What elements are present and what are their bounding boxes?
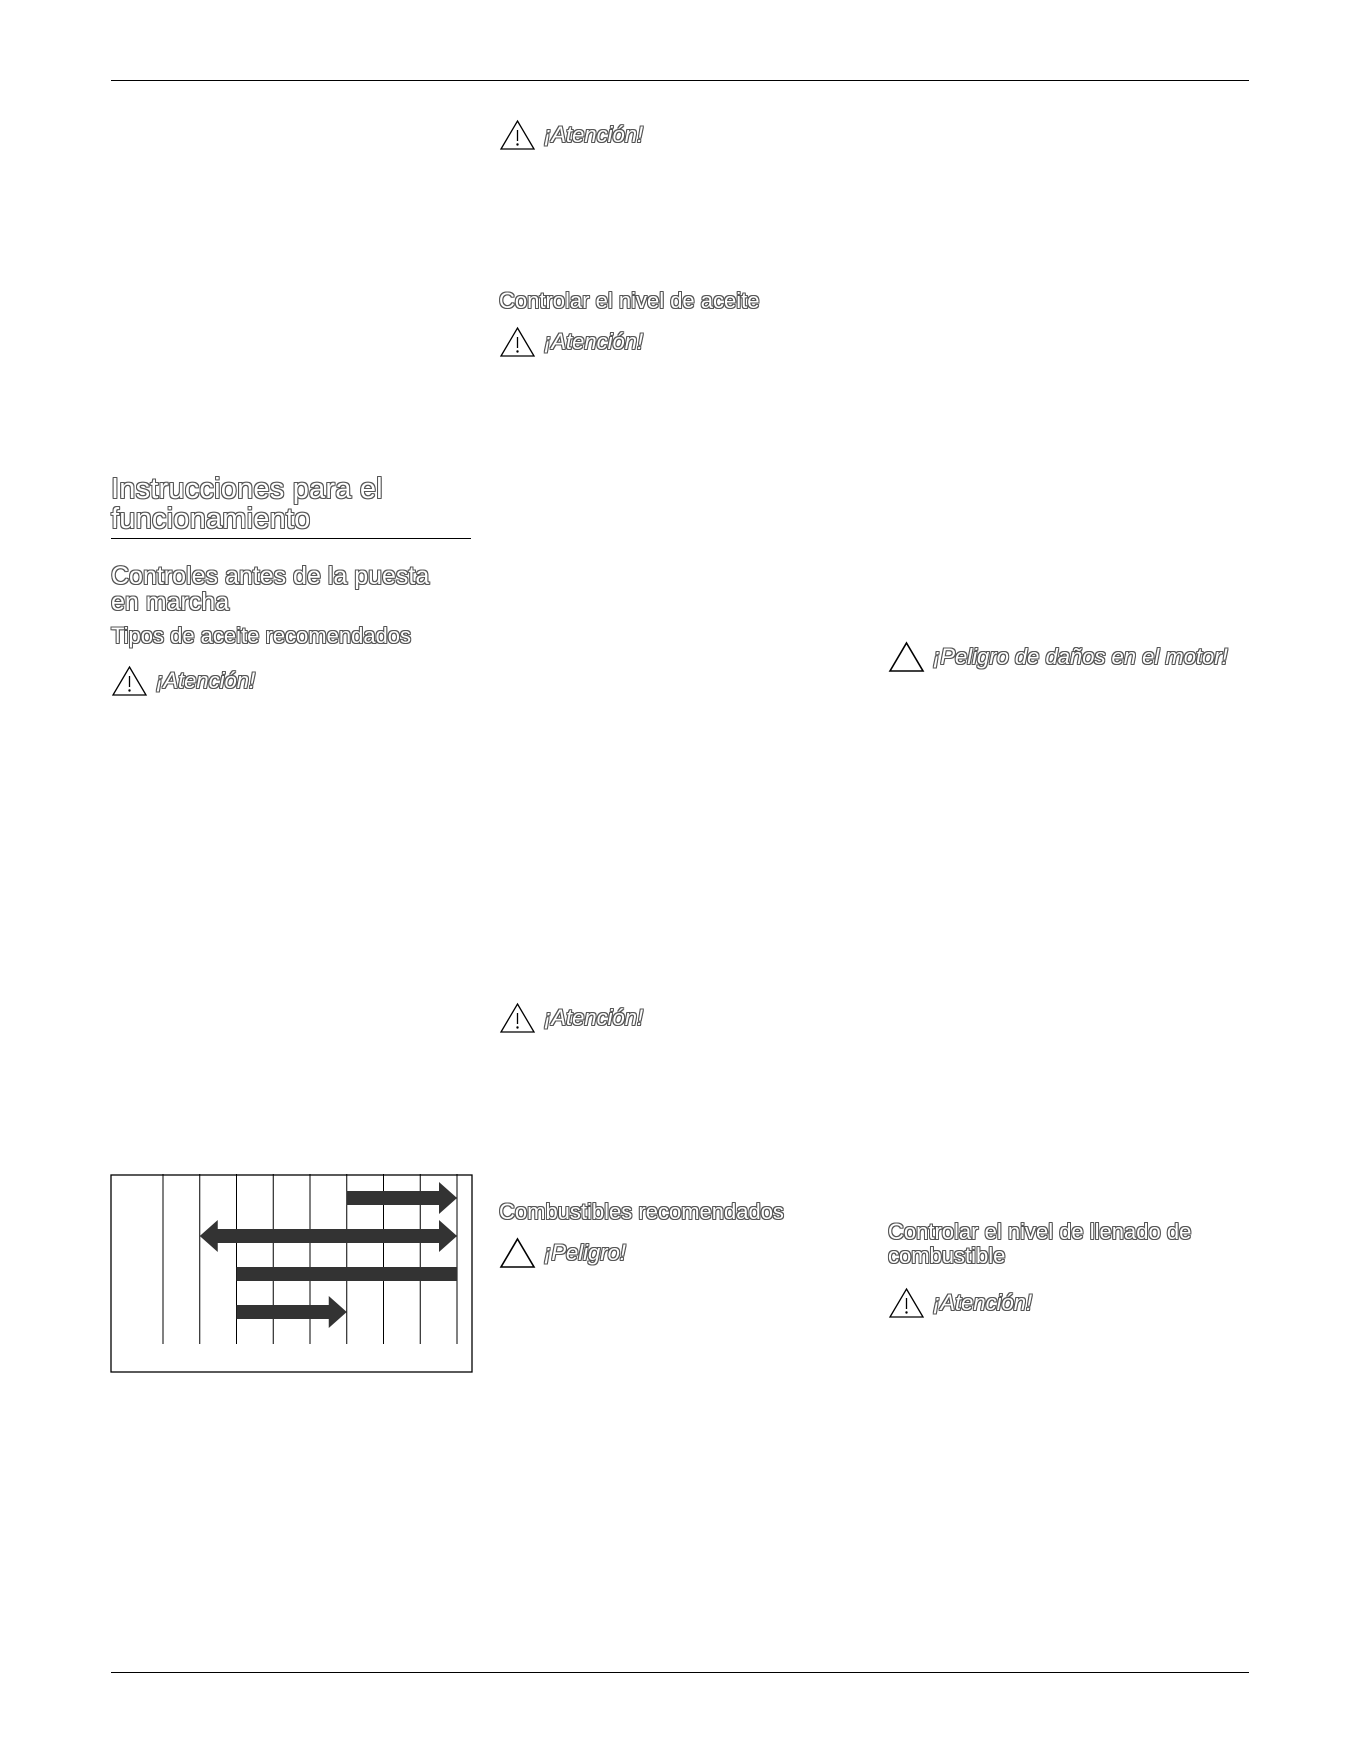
warning-left (111, 664, 255, 698)
warning-middle-top (499, 118, 643, 152)
danger-label: ¡Peligro! (544, 1240, 626, 1265)
warning-triangle-icon (499, 119, 536, 151)
warning-label: ¡Atención! (933, 1290, 1033, 1315)
danger-triangle-icon (888, 641, 925, 673)
engine-damage-warning (888, 640, 1228, 674)
oil-types-heading: Tipos de aceite recomendados (111, 623, 412, 648)
fuel-level-heading (888, 1220, 1258, 1268)
warning-triangle-icon (111, 665, 148, 697)
warning-label: ¡Atención! (544, 329, 644, 354)
danger-triangle-icon (499, 1237, 536, 1269)
section-title-line-1: Instrucciones para el (111, 473, 383, 505)
section-title-line-2: funcionamiento (111, 503, 311, 535)
danger-middle (499, 1236, 626, 1270)
section-title (111, 474, 481, 534)
subsection-title-line-1: Controles antes de la puesta (111, 562, 430, 590)
fuels-heading: Combustibles recomendados (499, 1199, 784, 1224)
warning-triangle-icon (499, 326, 536, 358)
warning-triangle-icon (888, 1287, 925, 1319)
footer-rule (111, 1672, 1249, 1673)
subsection-title (111, 563, 481, 615)
warning-fuel (888, 1286, 1032, 1320)
fuel-level-heading-line-1: Controlar el nivel de llenado de (888, 1219, 1192, 1244)
fuel-level-heading-line-2: combustible (888, 1243, 1006, 1268)
warning-label: ¡Atención! (156, 668, 256, 693)
warning-label: ¡Atención! (544, 122, 644, 147)
warning-middle (499, 1001, 643, 1035)
oil-viscosity-chart (110, 1174, 474, 1374)
warning-oil-level (499, 325, 643, 359)
chart-range-arrow (237, 1267, 458, 1281)
warning-triangle-icon (499, 1002, 536, 1034)
warning-label: ¡Atención! (544, 1005, 644, 1030)
subsection-title-line-2: en marcha (111, 588, 230, 616)
oil-level-heading: Controlar el nivel de aceite (499, 288, 760, 313)
section-title-rule (111, 538, 471, 539)
header-rule (111, 80, 1249, 81)
engine-damage-label: ¡Peligro de daños en el motor! (933, 644, 1228, 669)
